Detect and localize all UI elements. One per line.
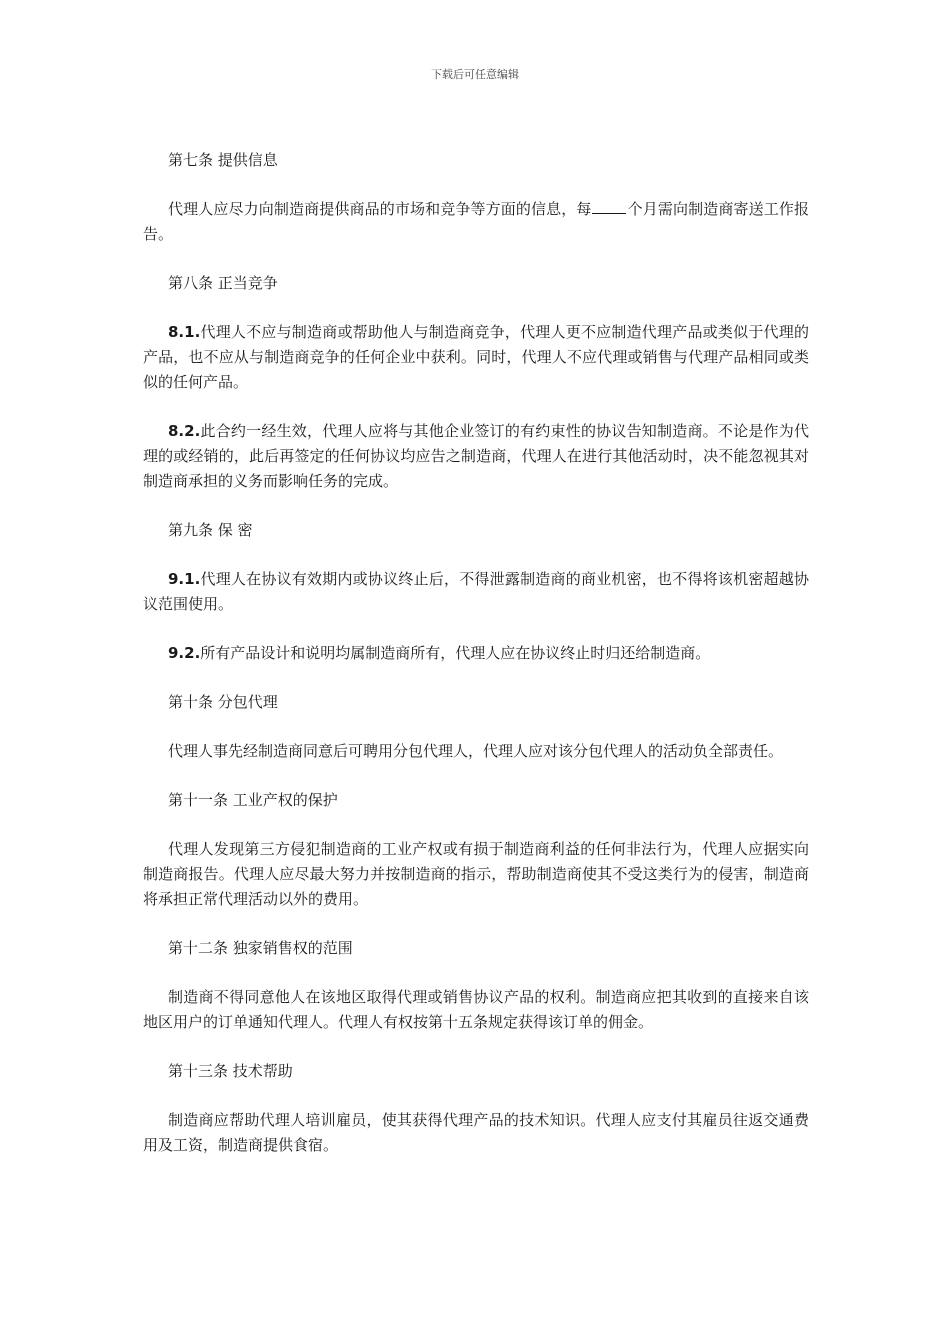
clause-number: 8.2. — [168, 422, 201, 440]
clause-number: 8.1. — [168, 323, 201, 341]
clause-8-2 — [143, 419, 809, 494]
clause-number: 9.1. — [168, 570, 201, 588]
clause-text: 代理人不应与制造商或帮助他人与制造商竞争，代理人更不应制造代理产品或类似于代理的产品，也不应从与制造商竞争的任何企业中获利。同时，代理人不应代理或销售与代理产品相同或类似的任何产品。 — [143, 323, 809, 391]
article-11-heading: 第十一条 工业产权的保护 — [168, 791, 338, 809]
article-7-heading: 第七条 提供信息 — [168, 151, 278, 169]
clause-text: 代理人在协议有效期内或协议终止后，不得泄露制造商的商业机密，也不得将该机密超越协议范围使用。 — [143, 570, 809, 613]
article-8-heading: 第八条 正当竞争 — [168, 274, 278, 292]
document-body — [143, 148, 809, 1182]
header-note: 下载后可任意编辑 — [431, 68, 519, 81]
clause-9-2 — [143, 641, 809, 666]
fill-in-blank — [592, 199, 626, 214]
article-10-heading: 第十条 分包代理 — [168, 693, 278, 711]
article-12-heading: 第十二条 独家销售权的范围 — [168, 939, 353, 957]
clause-number: 9.2. — [168, 644, 201, 662]
clause-8-1 — [143, 320, 809, 395]
article-7-text-before-blank: 代理人应尽力向制造商提供商品的市场和竞争等方面的信息，每 — [168, 200, 592, 218]
article-9-heading: 第九条 保 密 — [168, 521, 253, 539]
clause-text: 此合约一经生效，代理人应将与其他企业签订的有约束性的协议告知制造商。不论是作为代理的或经销的，此后再签定的任何协议均应告之制造商，代理人在进行其他活动时，决不能忽视其对制造商承担的义务而影响任务的完成。 — [143, 422, 809, 490]
clause-9-1 — [143, 567, 809, 617]
article-10-paragraph: 代理人事先经制造商同意后可聘用分包代理人，代理人应对该分包代理人的活动负全部责任。 — [168, 742, 784, 760]
article-12-paragraph: 制造商不得同意他人在该地区取得代理或销售协议产品的权利。制造商应把其收到的直接来自该地区用户的订单通知代理人。代理人有权按第十五条规定获得该订单的佣金。 — [143, 988, 809, 1031]
article-7-text-after-blank: 个月需向制造商寄送工作报告。 — [143, 200, 809, 243]
article-13-heading: 第十三条 技术帮助 — [168, 1062, 293, 1080]
article-7-paragraph — [143, 197, 809, 247]
clause-text: 所有产品设计和说明均属制造商所有，代理人应在协议终止时归还给制造商。 — [200, 644, 711, 662]
article-13-paragraph: 制造商应帮助代理人培训雇员，使其获得代理产品的技术知识。代理人应支付其雇员往返交通费用及工资，制造商提供食宿。 — [143, 1111, 809, 1154]
article-11-paragraph: 代理人发现第三方侵犯制造商的工业产权或有损于制造商利益的任何非法行为，代理人应据实向制造商报告。代理人应尽最大努力并按制造商的指示，帮助制造商使其不受这类行为的侵害，制造商将承担正常代理活动以外的费用。 — [143, 840, 809, 908]
